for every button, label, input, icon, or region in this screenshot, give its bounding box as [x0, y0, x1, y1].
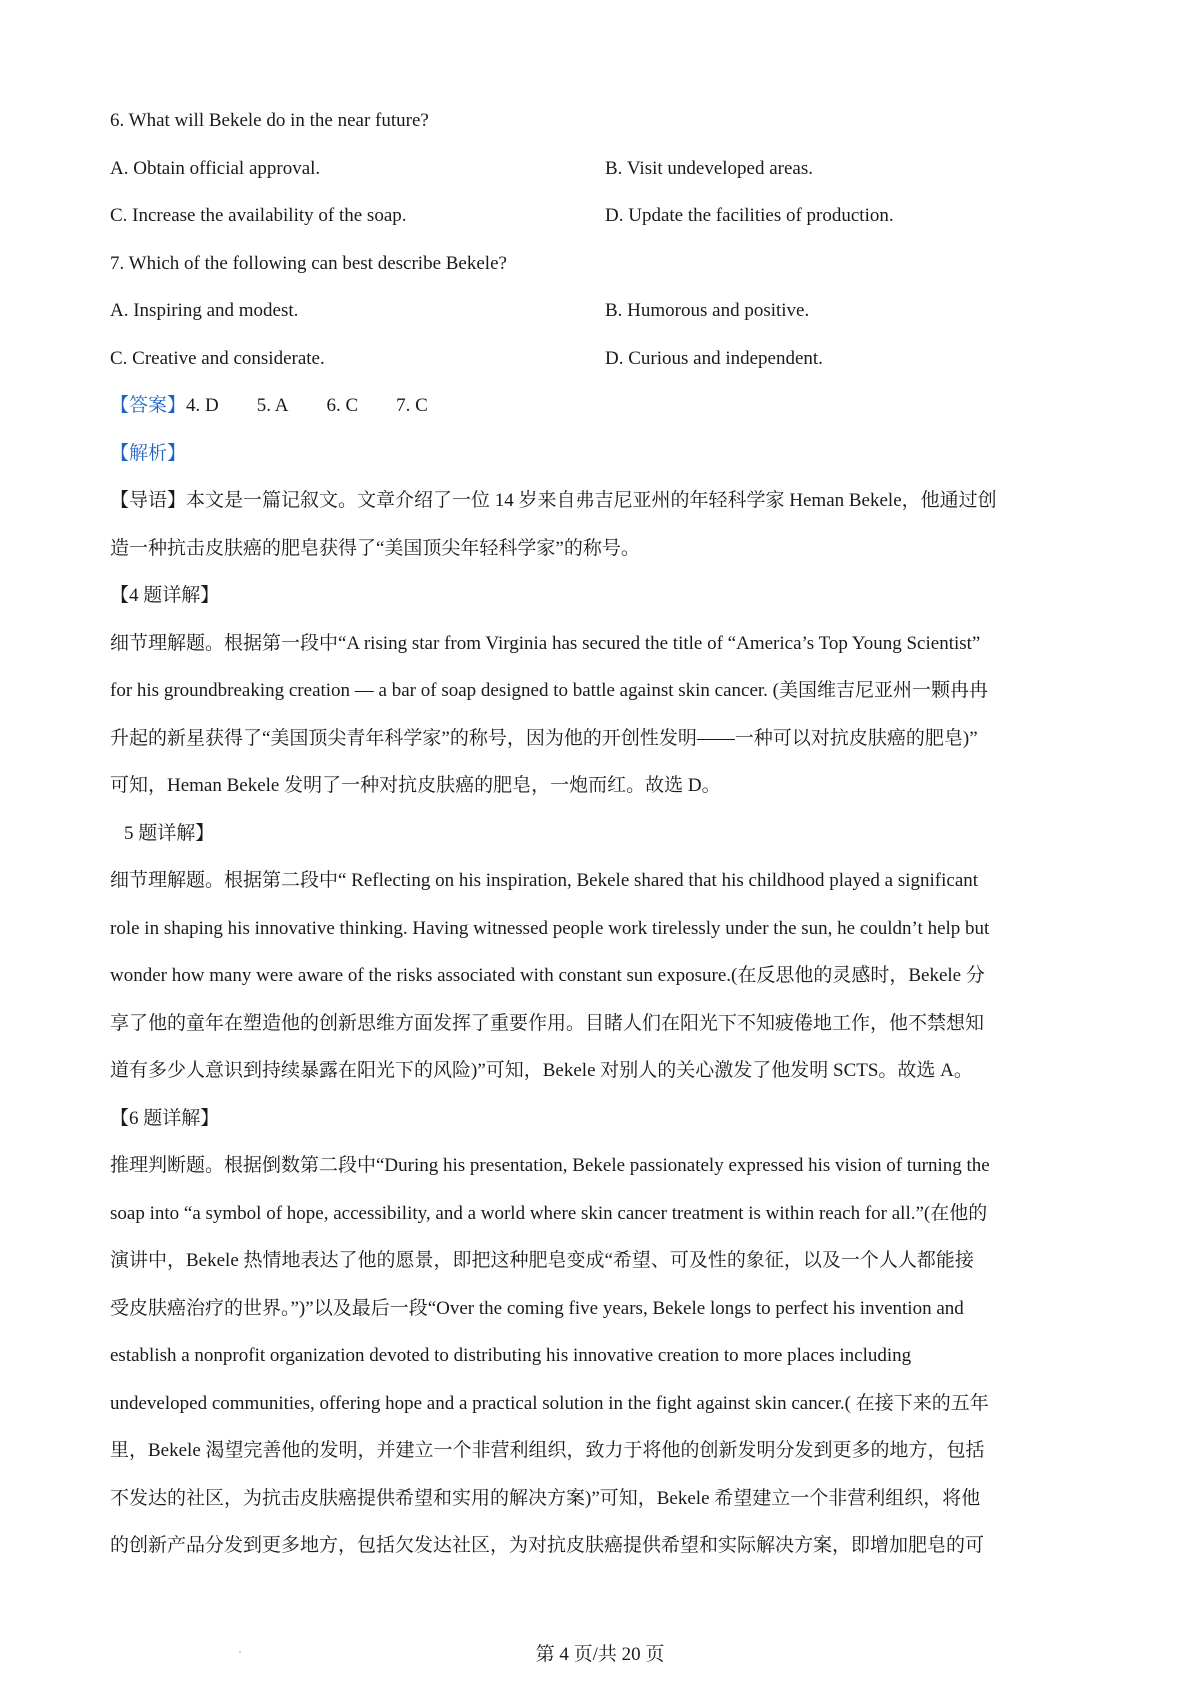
answer-item: 5. A	[256, 395, 289, 416]
q4-detail-line: for his groundbreaking creation — a bar of soap designed to battle against skin cancer. (美国维吉尼亚州一颗冉冉	[110, 680, 989, 701]
question-6-option-b: B. Visit undeveloped areas.	[605, 157, 813, 179]
question-7-option-b: B. Humorous and positive.	[605, 300, 810, 321]
q5-detail-section	[110, 857, 1110, 1095]
q4-detail-section	[110, 620, 1110, 810]
q4-detail-heading: 【4 题详解】	[110, 585, 220, 606]
q6-detail-line: soap into “a symbol of hope, accessibility, and a world where skin cancer treatment is within reach for all.”(在他的	[110, 1202, 988, 1224]
question-6-option-a: A. Obtain official approval.	[110, 157, 321, 179]
answer-item: 4. D	[186, 395, 219, 416]
q6-detail-line: establish a nonprofit organization devoted to distributing his innovative creation to more places including	[110, 1345, 912, 1366]
q4-detail-line: 升起的新星获得了“美国顶尖青年科学家”的称号，因为他的开创性发明——一种可以对抗皮肤癌的肥皂)”	[110, 727, 978, 749]
q6-detail-line: 不发达的社区，为抗击皮肤癌提供希望和实用的解决方案)”可知，Bekele 希望建立一个非营利组织，将他	[110, 1487, 981, 1509]
page-content	[110, 97, 1110, 1570]
q6-detail-line: 的创新产品分发到更多地方，包括欠发达社区，为对抗皮肤癌提供希望和实际解决方案，即增加肥皂的可	[110, 1535, 985, 1556]
question-6-options-row-1	[110, 145, 1110, 193]
q6-detail-line: 推理判断题。根据倒数第二段中“During his presentation, Bekele passionately expressed his vision of turning the	[110, 1155, 990, 1176]
q5-detail-heading: 5 题详解】	[124, 822, 215, 844]
question-6-option-d: D. Update the facilities of production.	[605, 205, 894, 226]
q6-detail-line: 里，Bekele 渴望完善他的发明，并建立一个非营利组织，致力于将他的创新发明分发到更多的地方，包括	[110, 1440, 985, 1461]
q5-detail-line: 道有多少人意识到持续暴露在阳光下的风险)”可知，Bekele 对别人的关心激发了他发明 SCTS。故选 A。	[110, 1060, 973, 1081]
guide-line	[110, 477, 1110, 525]
answer-label: 【答案】	[110, 395, 187, 416]
question-7-option-a: A. Inspiring and modest.	[110, 300, 299, 321]
question-6-stem: 6. What will Bekele do in the near future?	[110, 110, 429, 131]
q5-detail-line: role in shaping his innovative thinking. Having witnessed people work tirelessly under the sun, he couldn’t help but	[110, 917, 990, 939]
q5-detail-line: 享了他的童年在塑造他的创新思维方面发挥了重要作用。目睹人们在阳光下不知疲倦地工作，他不禁想知	[110, 1012, 985, 1034]
question-7-stem: 7. Which of the following can best describe Bekele?	[110, 252, 507, 274]
q5-detail-line: 细节理解题。根据第二段中“ Reflecting on his inspiration, Bekele shared that his childhood played a significant	[110, 870, 979, 891]
question-7-option-d: D. Curious and independent.	[605, 347, 823, 369]
q4-detail-line: 细节理解题。根据第一段中“A rising star from Virginia has secured the title of “America’s Top Young Scientist”	[110, 632, 981, 654]
guide-section	[110, 477, 1110, 572]
q6-detail-line: 受皮肤癌治疗的世界。”)”以及最后一段“Over the coming five years, Bekele longs to perfect his invention and	[110, 1297, 964, 1319]
question-7-option-c: C. Creative and considerate.	[110, 347, 325, 369]
question-7-options-row-1	[110, 287, 1110, 335]
question-6-option-c: C. Increase the availability of the soap.	[110, 205, 407, 226]
q6-detail-section	[110, 1142, 1110, 1570]
question-6-options-row-2	[110, 192, 1110, 240]
q6-detail-line: undeveloped communities, offering hope and a practical solution in the fight against skin cancer.( 在接下来的五年	[110, 1392, 989, 1414]
answer-item: 6. C	[326, 395, 359, 416]
guide-text: 本文是一篇记叙文。文章介绍了一位 14 岁来自弗吉尼亚州的年轻科学家 Heman Bekele，他通过创	[186, 490, 997, 511]
q5-detail-line: wonder how many were aware of the risks associated with constant sun exposure.(在反思他的灵感时，Bekele 分	[110, 965, 985, 986]
page-number-footer: 第 4 页/共 20 页	[535, 1644, 665, 1665]
answer-item: 7. C	[396, 395, 428, 416]
q6-detail-heading: 【6 题详解】	[110, 1107, 220, 1129]
q6-detail-line: 演讲中，Bekele 热情地表达了他的愿景，即把这种肥皂变成“希望、可及性的象征，以及一个人人都能接	[110, 1250, 974, 1271]
analysis-label: 【解析】	[110, 442, 187, 464]
guide-label: 【导语】	[110, 490, 187, 511]
guide-line: 造一种抗击皮肤癌的肥皂获得了“美国顶尖年轻科学家”的称号。	[110, 537, 640, 559]
question-7-options-row-2	[110, 335, 1110, 383]
answer-key	[110, 382, 1110, 430]
q4-detail-line: 可知，Heman Bekele 发明了一种对抗皮肤癌的肥皂，一炮而红。故选 D。	[110, 775, 721, 796]
